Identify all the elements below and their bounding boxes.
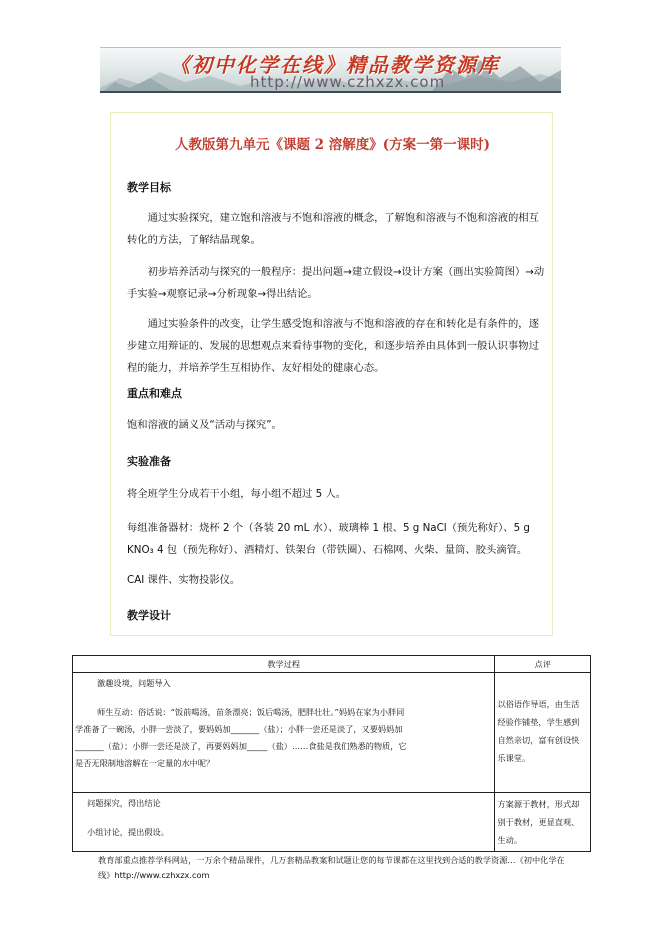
footer-promo: 教育部重点推荐学科网站，一万余个精品课件，几万套精品教案和试题让您的每节课都在这里找到合适的教学资源…《初中化学在线》http://www.czhxzx.com — [98, 855, 565, 880]
header-comment: 点评 — [495, 656, 591, 673]
process-line: 小组讨论，提出假设。 — [87, 827, 169, 837]
objective-paragraph-3: 通过实验条件的改变，让学生感受饱和溶液与不饱和溶液的存在和转化是有条件的，逐步建立用辩证的、发展的思想观点来看待事物的变化，和逐步培养由具体到一般认识事物过程的能力，并培养学生互相协作、友好相处的健康心态。 — [127, 318, 539, 374]
process-line: 是否无限制地溶解在一定量的水中呢？ — [75, 758, 215, 768]
preparation-text-2: 每组准备器材：烧杯 2 个（各装 20 mL 水）、玻璃棒 1 根、5 g NaCl（预先称好）、5 g KNO₃ 4 包（预先称好）、酒精灯、铁架台（带铁圈）、石棉网、火柴、量筒、胶头滴管。 — [127, 522, 530, 556]
table-row — [73, 793, 591, 852]
banner-url[interactable]: http://www.czhxzx.com — [250, 73, 446, 91]
key-points-heading: 重点和难点 — [127, 387, 182, 400]
objective-paragraph-1: 通过实验探究，建立饱和溶液与不饱和溶液的概念，了解饱和溶液与不饱和溶液的相互转化的方法，了解结晶现象。 — [127, 212, 539, 246]
process-line: 学准备了一碗汤，小胖一尝淡了，要妈妈加_______（盐）；小胖一尝还是淡了，又要妈妈加 — [75, 724, 403, 734]
comment-cell: 以俗语作导语，由生活经验作铺垫，学生感到自然亲切，富有创设快乐课堂。 — [495, 673, 591, 793]
key-points-text: 饱和溶液的涵义及“活动与探究”。 — [127, 419, 282, 431]
comment-cell: 方案源于教材，形式却别于教材，更显直观、生动。 — [495, 793, 591, 852]
design-heading: 教学设计 — [127, 609, 171, 622]
process-line: 问题探究，得出结论 — [87, 798, 161, 808]
process-line — [75, 692, 492, 704]
header-process: 教学过程 — [73, 656, 495, 673]
preparation-text-3: CAI 课件、实物投影仪。 — [127, 574, 241, 586]
site-banner — [100, 47, 561, 93]
process-cell — [73, 673, 495, 793]
process-line: 师生互动：俗话说：“饭前喝汤，苗条漂亮；饭后喝汤，肥胖壮壮。”妈妈在家为小胖同 — [97, 707, 405, 717]
process-line: 激趣设境，问题导入 — [97, 678, 171, 688]
banner-title: 《初中化学在线》精品教学资源库 — [170, 53, 500, 77]
preparation-text-1: 将全班学生分成若干小组，每小组不超过 5 人。 — [127, 488, 347, 500]
document-title: 人教版第九单元《课题 2 溶解度》(方案一第一课时) — [174, 137, 491, 153]
objective-paragraph-2: 初步培养活动与探究的一般程序：提出问题→建立假设→设计方案（画出实验简图）→动手实验→观察记录→分析现象→得出结论。 — [127, 266, 545, 300]
process-cell — [73, 793, 495, 852]
table-header-row — [73, 656, 591, 673]
process-line — [75, 812, 492, 824]
preparation-heading: 实验准备 — [127, 455, 171, 468]
objectives-heading: 教学目标 — [127, 181, 171, 194]
process-line: _______（盐）；小胖一尝还是淡了，再要妈妈加_____（盐）……食盐是我们熟悉的物质，它 — [75, 741, 407, 751]
teaching-design-table — [72, 655, 591, 852]
table-row — [73, 673, 591, 793]
lesson-content-box — [110, 112, 553, 636]
